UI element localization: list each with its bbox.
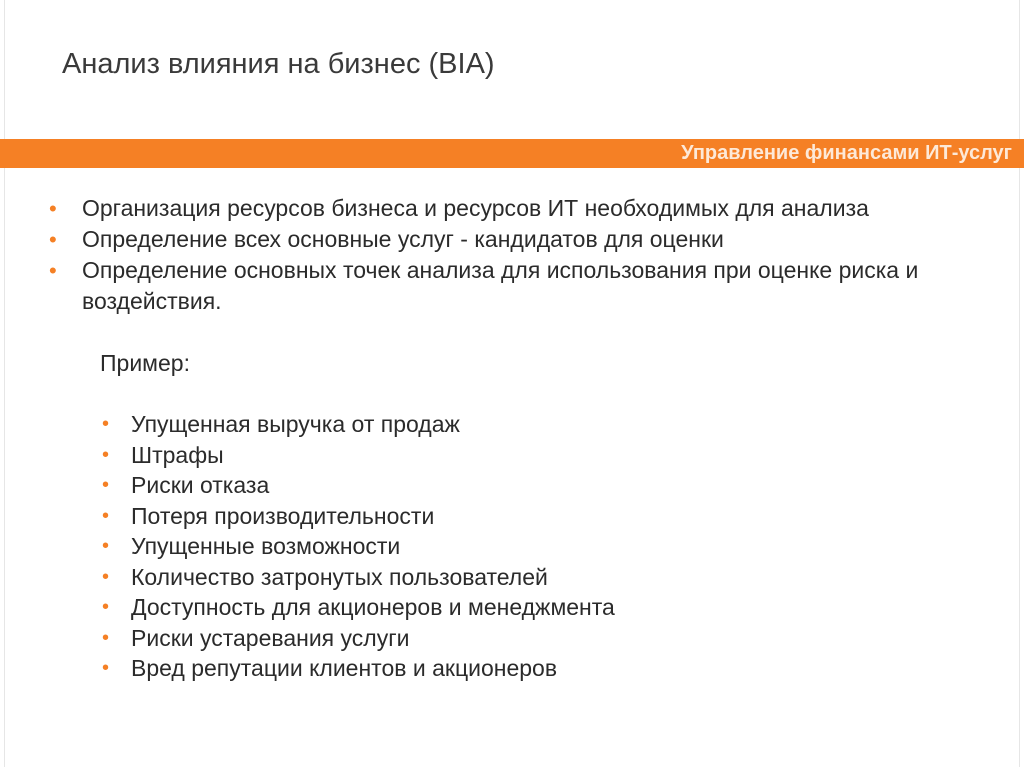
main-list-item-text: Организация ресурсов бизнеса и ресурсов ИТ необходимых для анализа xyxy=(82,195,869,221)
section-band xyxy=(0,139,1024,168)
bullet-icon: • xyxy=(102,413,110,435)
bullet-icon: • xyxy=(102,443,110,466)
example-list-item-text: Потеря производительности xyxy=(131,502,435,529)
bullet-icon: • xyxy=(102,474,110,496)
bullet-icon: • xyxy=(102,626,110,649)
example-list-item-text: Риски устаревания услуги xyxy=(131,624,410,651)
example-list-item xyxy=(98,470,615,501)
example-list-item xyxy=(98,440,615,471)
main-bullet-list xyxy=(44,193,1004,317)
example-list-item xyxy=(98,409,615,440)
example-list-item xyxy=(98,501,615,532)
bullet-icon: • xyxy=(102,596,110,618)
main-list-item xyxy=(44,255,1004,317)
example-list-item-text: Количество затронутых пользователей xyxy=(131,563,548,590)
bullet-icon: • xyxy=(49,196,57,221)
main-list-item-text: Определение всех основные услуг - кандидатов для оценки xyxy=(82,226,724,252)
example-list-item xyxy=(98,531,615,562)
bullet-icon: • xyxy=(102,504,110,527)
main-list-item xyxy=(44,193,1004,224)
slide-title: Анализ влияния на бизнес (BIA) xyxy=(62,48,495,80)
bullet-icon: • xyxy=(49,227,57,252)
example-bullet-list xyxy=(98,409,615,684)
example-list-item-text: Упущенная выручка от продаж xyxy=(131,411,460,437)
example-list-item xyxy=(98,562,615,593)
left-frame-border xyxy=(4,0,5,767)
bullet-icon: • xyxy=(102,657,110,679)
example-heading: Пример: xyxy=(100,350,190,376)
example-list-item-text: Упущенные возможности xyxy=(131,533,401,559)
example-list-item xyxy=(98,623,615,654)
main-list-item-text: Определение основных точек анализа для использования при оценке риска и воздействия. xyxy=(82,257,919,314)
example-list-item xyxy=(98,592,615,623)
bullet-icon: • xyxy=(102,565,110,588)
section-band-label: Управление финансами ИТ-услуг xyxy=(681,142,1012,164)
example-list-item-text: Штрафы xyxy=(131,441,224,468)
example-list-item xyxy=(98,653,615,684)
bullet-icon: • xyxy=(102,535,110,557)
bullet-icon: • xyxy=(49,258,57,283)
example-list-item-text: Доступность для акционеров и менеджмента xyxy=(131,594,615,620)
example-list-item-text: Вред репутации клиентов и акционеров xyxy=(131,655,558,681)
right-frame-border xyxy=(1019,0,1020,767)
main-list-item xyxy=(44,224,1004,255)
example-list-item-text: Риски отказа xyxy=(131,472,270,498)
